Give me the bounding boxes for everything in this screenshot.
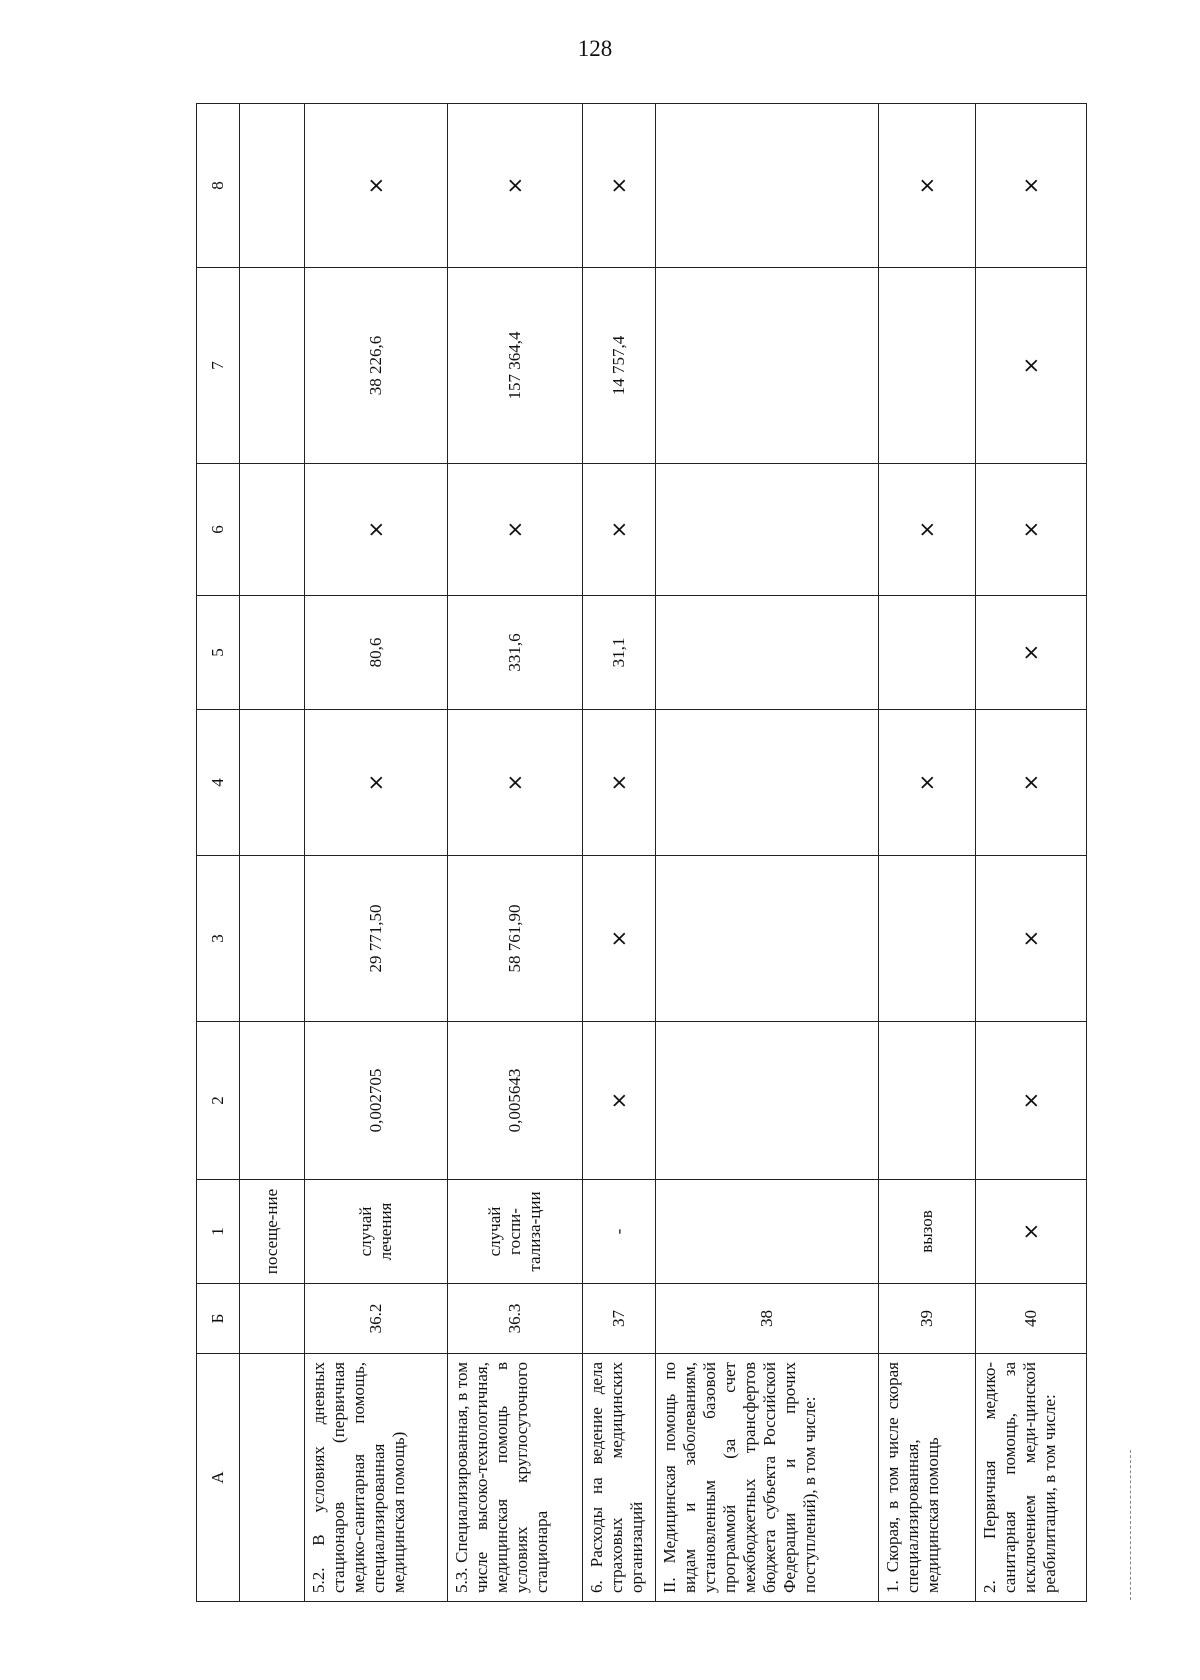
cell-line-code: 36.3 <box>448 1284 583 1354</box>
cell-name: 5.2. В условиях дневных стационаров (первичная медико-санитарная помощь, специализированная медицинская помощь) <box>305 1354 448 1602</box>
cell-value: 80,6 <box>305 596 448 710</box>
cell-name: 6. Расходы на ведение дела страховых медицинских организаций <box>583 1354 656 1602</box>
page-number: 128 <box>577 36 613 61</box>
cell-value: 31,1 <box>583 596 656 710</box>
cell-line-code: 39 <box>879 1284 976 1354</box>
cell-name: 2. Первичная медико-санитарная помощь, за исключением меди-цинской реабилитации, в том числе: <box>976 1354 1087 1602</box>
table-row <box>976 104 1087 1602</box>
cell-value <box>656 464 879 596</box>
table-row <box>240 104 305 1602</box>
cell-line-code: 37 <box>583 1284 656 1354</box>
cell-value: × <box>583 856 656 1022</box>
cell-value: × <box>976 856 1087 1022</box>
cell-value <box>656 1022 879 1180</box>
cell-value: × <box>583 710 656 856</box>
cell-line-code: 36.2 <box>305 1284 448 1354</box>
col-header: 5 <box>197 596 240 710</box>
cell-line-code: 38 <box>656 1284 879 1354</box>
table-row <box>879 104 976 1602</box>
cell-value: × <box>879 464 976 596</box>
col-header: 7 <box>197 268 240 464</box>
cell-unit: посеще-ние <box>240 1180 305 1284</box>
cell-value <box>656 596 879 710</box>
table-row <box>583 104 656 1602</box>
cell-value: 38 226,6 <box>305 268 448 464</box>
cell-value <box>879 596 976 710</box>
cell-value: × <box>976 596 1087 710</box>
cell-value: × <box>976 104 1087 268</box>
data-table <box>196 103 1087 1602</box>
cell-value <box>656 268 879 464</box>
cell-value: 0,005643 <box>448 1022 583 1180</box>
scan-margin-mark <box>1130 1450 1133 1600</box>
cell-value: × <box>305 464 448 596</box>
cell-value: × <box>583 1022 656 1180</box>
cell-value: × <box>448 710 583 856</box>
cell-name: 1. Скорая, в том числе скорая специализированная, медицинская помощь <box>879 1354 976 1602</box>
cell-unit <box>656 1180 879 1284</box>
col-header: 3 <box>197 856 240 1022</box>
cell-name: II. Медицинская помощь по видам и заболеваниям, установленным базовой программой (за счет межбюджетных трансфертов бюджета субъекта Российской Федерации и прочих поступлений), в том числе: <box>656 1354 879 1602</box>
cell-value <box>879 1022 976 1180</box>
cell-value: × <box>448 464 583 596</box>
cell-value <box>240 464 305 596</box>
cell-value: × <box>976 710 1087 856</box>
cell-value: × <box>305 710 448 856</box>
cell-line-code <box>240 1284 305 1354</box>
cell-unit: случай госпи-тализа-ции <box>448 1180 583 1284</box>
cell-value: × <box>305 104 448 268</box>
cell-value: × <box>583 104 656 268</box>
cell-value <box>240 1022 305 1180</box>
cell-value <box>879 856 976 1022</box>
cell-value: × <box>976 464 1087 596</box>
col-header: 8 <box>197 104 240 268</box>
cell-value <box>240 710 305 856</box>
col-header: А <box>197 1354 240 1602</box>
table-row <box>305 104 448 1602</box>
cell-value: × <box>976 1022 1087 1180</box>
col-header: Б <box>197 1284 240 1354</box>
cell-value <box>240 596 305 710</box>
cell-value <box>656 856 879 1022</box>
cell-value <box>240 856 305 1022</box>
cell-name <box>240 1354 305 1602</box>
cell-value <box>656 104 879 268</box>
cell-name: 5.3. Специализированная, в том числе высоко-технологичная, медицинская помощь в условиях круглосуточного стационара <box>448 1354 583 1602</box>
cell-line-code: 40 <box>976 1284 1087 1354</box>
cell-value: × <box>879 710 976 856</box>
cell-value <box>240 268 305 464</box>
cell-value <box>240 104 305 268</box>
cell-unit: вызов <box>879 1180 976 1284</box>
cell-unit: × <box>976 1180 1087 1284</box>
cell-value: 157 364,4 <box>448 268 583 464</box>
col-header: 2 <box>197 1022 240 1180</box>
cell-unit: случай лечения <box>305 1180 448 1284</box>
cell-value: 14 757,4 <box>583 268 656 464</box>
cell-value <box>879 268 976 464</box>
col-header: 6 <box>197 464 240 596</box>
col-header: 1 <box>197 1180 240 1284</box>
cell-value: × <box>879 104 976 268</box>
cell-value: × <box>448 104 583 268</box>
cell-value: 58 761,90 <box>448 856 583 1022</box>
cell-unit: - <box>583 1180 656 1284</box>
cell-value: × <box>976 268 1087 464</box>
cell-value: 29 771,50 <box>305 856 448 1022</box>
cell-value: × <box>583 464 656 596</box>
cell-value: 331,6 <box>448 596 583 710</box>
rotated-table-container <box>196 104 1060 1602</box>
header-row <box>197 104 240 1602</box>
cell-value <box>656 710 879 856</box>
table-row <box>448 104 583 1602</box>
col-header: 4 <box>197 710 240 856</box>
cell-value: 0,002705 <box>305 1022 448 1180</box>
table-row <box>656 104 879 1602</box>
